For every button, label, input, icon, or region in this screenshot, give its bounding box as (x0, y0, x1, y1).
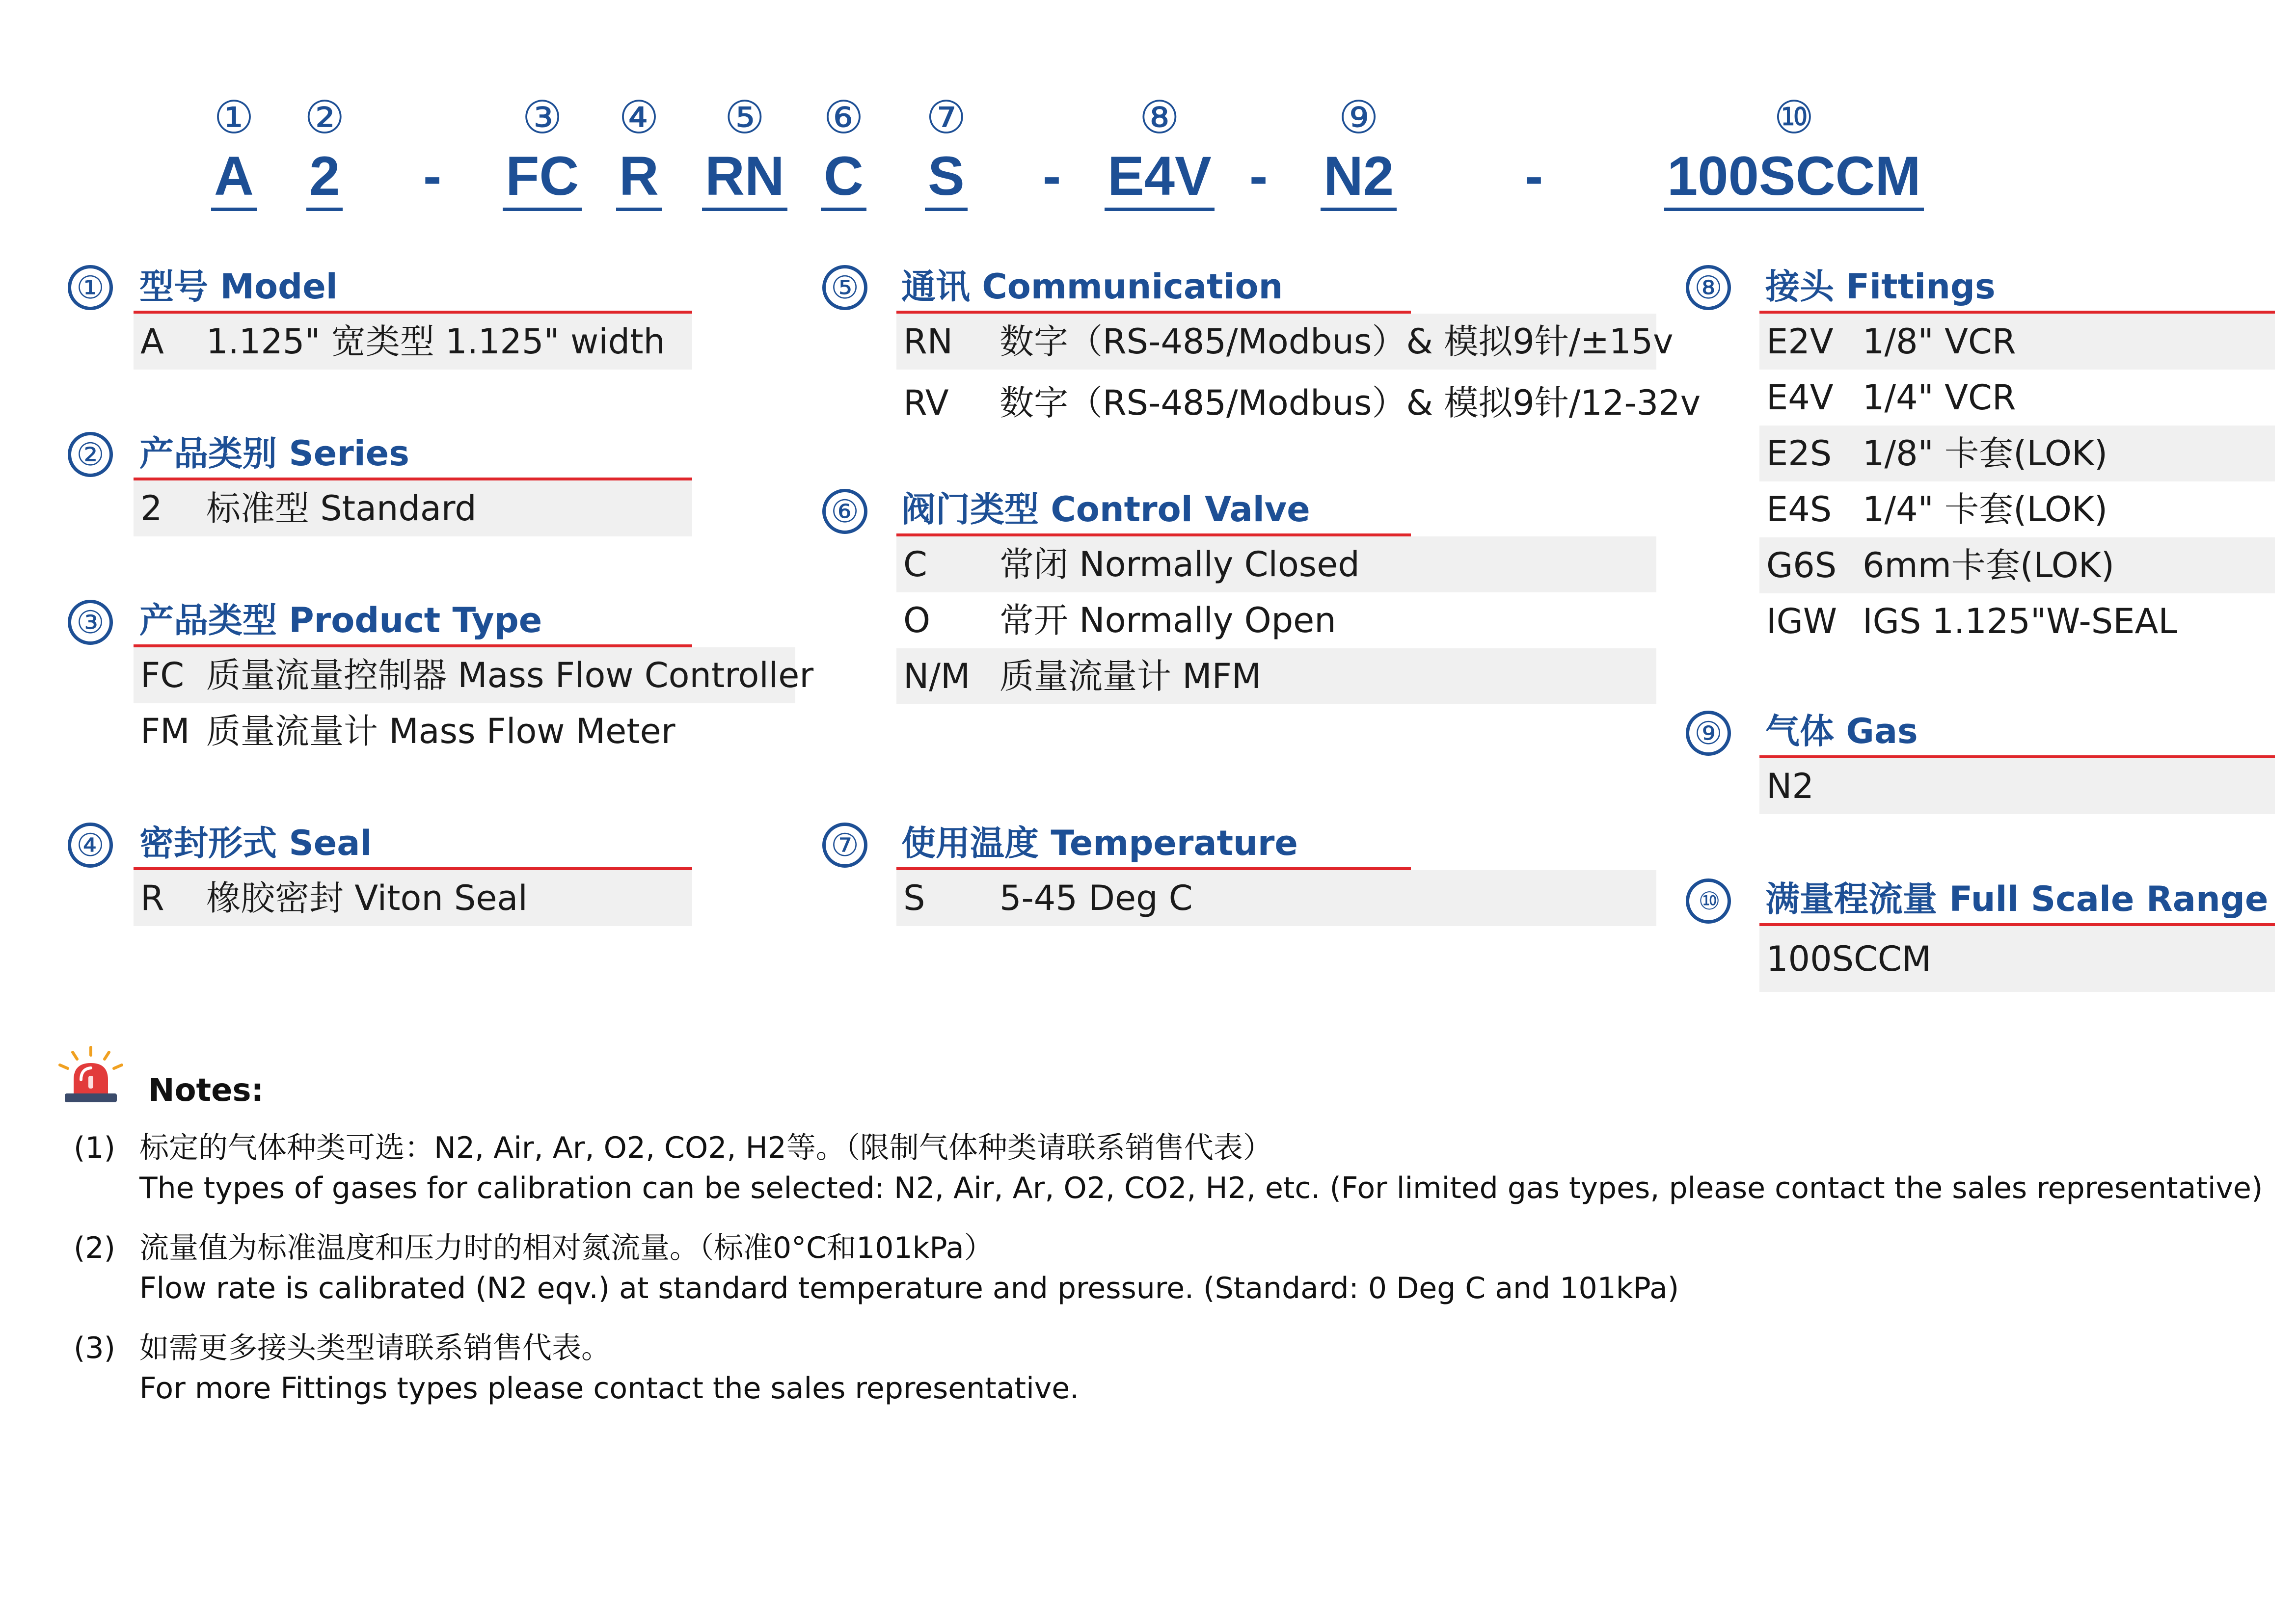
option-row (134, 480, 692, 536)
option-code: 2 (140, 488, 162, 529)
code-position-value: N2 (1321, 147, 1397, 211)
section-number-badge: ④ (68, 823, 113, 868)
section-number-badge: ⑧ (1686, 265, 1731, 310)
option-desc: IGS 1.125"W-SEAL (1863, 601, 2178, 641)
option-desc: 橡胶密封 Viton Seal (206, 878, 528, 918)
option-row (1759, 758, 2275, 814)
section-title-series: 产品类别 Series (139, 433, 409, 474)
code-position-value: RN (702, 147, 787, 211)
code-separator: - (1525, 145, 1543, 207)
code-position-number: ① (214, 91, 254, 144)
code-position-9 (1321, 91, 1397, 211)
code-position-number: ⑩ (1774, 91, 1814, 144)
option-code: S (903, 878, 925, 918)
section-number-badge: ② (68, 432, 113, 477)
option-row (1759, 481, 2275, 537)
option-row (896, 648, 1656, 704)
option-code: C (903, 544, 927, 585)
code-position-6 (821, 91, 866, 211)
code-separator: - (1043, 145, 1061, 207)
option-code: FC (140, 655, 185, 695)
option-code: E4V (1766, 377, 1834, 418)
code-position-value: C (821, 147, 866, 211)
note-number: (1) (74, 1131, 115, 1165)
code-position-value: FC (503, 147, 582, 211)
section-title-control-valve: 阀门类型 Control Valve (901, 489, 1310, 530)
option-row (1759, 537, 2275, 593)
section-number-badge: ⑤ (822, 265, 867, 310)
code-position-8 (1105, 91, 1215, 211)
option-desc: 6mm卡套(LOK) (1863, 545, 2115, 585)
section-number-badge: ⑥ (822, 489, 867, 534)
option-row (1759, 426, 2275, 481)
option-row (134, 703, 795, 759)
option-row (896, 314, 1674, 370)
section-number-badge: ⑨ (1686, 711, 1731, 756)
section-title-model: 型号 Model (139, 266, 338, 307)
notes-title: Notes: (148, 1072, 264, 1109)
code-position-number: ⑨ (1338, 91, 1379, 144)
note-text-zh: 如需更多接头类型请联系销售代表。 (139, 1331, 611, 1365)
option-code: E2S (1766, 433, 1832, 474)
option-code: RV (903, 383, 949, 423)
section-title-product-type: 产品类型 Product Type (139, 600, 542, 640)
option-row (1759, 314, 2275, 370)
code-position-number: ④ (619, 91, 659, 144)
code-position-value: 2 (306, 147, 343, 211)
code-position-2 (304, 91, 345, 211)
note-number: (2) (74, 1231, 115, 1265)
code-separator: - (423, 145, 442, 207)
note-number: (3) (74, 1331, 115, 1365)
section-title-communication: 通讯 Communication (901, 266, 1283, 307)
option-desc: 质量流量计 MFM (999, 656, 1262, 696)
option-desc: 质量流量计 Mass Flow Meter (206, 711, 675, 751)
code-position-number: ⑤ (724, 91, 765, 144)
option-row (1759, 370, 2275, 426)
option-code: RN (903, 321, 953, 362)
option-code: G6S (1766, 545, 1837, 585)
option-code: N/M (903, 656, 971, 696)
code-position-number: ③ (522, 91, 563, 144)
code-position-number: ⑥ (823, 91, 864, 144)
option-desc: 1/8" 卡套(LOK) (1863, 433, 2108, 474)
note-text-zh: 流量值为标准温度和压力时的相对氮流量。（标准0°C和101kPa） (139, 1231, 994, 1265)
code-position-1 (211, 91, 257, 211)
section-number-badge: ⑩ (1686, 878, 1731, 924)
code-position-value: E4V (1105, 147, 1215, 211)
section-title-temperature: 使用温度 Temperature (901, 823, 1298, 863)
option-desc: 数字（RS-485/Modbus）& 模拟9针/12-32v (999, 383, 1701, 423)
option-row (134, 870, 692, 926)
code-position-value: 100SCCM (1664, 147, 1924, 211)
section-number-badge: ① (68, 265, 113, 310)
option-code: E4S (1766, 489, 1832, 530)
code-position-5 (702, 91, 787, 211)
code-position-value: S (925, 147, 968, 211)
code-position-7 (925, 91, 968, 211)
option-row (896, 536, 1656, 592)
section-number-badge: ⑦ (822, 823, 867, 868)
code-position-number: ⑧ (1139, 91, 1180, 144)
option-desc: 1/8" VCR (1863, 321, 2016, 362)
option-code: FM (140, 711, 190, 751)
section-title-seal: 密封形式 Seal (139, 823, 372, 863)
option-code: A (140, 321, 164, 362)
option-row (134, 647, 814, 703)
alarm-light-icon (54, 1045, 128, 1104)
option-code: R (140, 878, 164, 918)
option-desc: 质量流量控制器 Mass Flow Controller (206, 655, 814, 695)
option-desc: 1/4" VCR (1863, 377, 2016, 418)
note-text-en: Flow rate is calibrated (N2 eqv.) at standard temperature and pressure. (Standard: 0 Deg C and 101kPa) (139, 1271, 1679, 1305)
option-desc: 常开 Normally Open (999, 600, 1336, 640)
section-title-fittings: 接头 Fittings (1765, 266, 1996, 307)
section-title-gas: 气体 Gas (1765, 711, 1918, 751)
option-code: E2V (1766, 321, 1834, 362)
option-row (1759, 926, 2275, 992)
option-desc: 标准型 Standard (206, 488, 477, 529)
code-position-value: R (616, 147, 662, 211)
option-desc: 1/4" 卡套(LOK) (1863, 489, 2108, 530)
code-separator: - (1249, 145, 1268, 207)
option-code: 100SCCM (1766, 939, 1932, 979)
option-desc: 1.125" 宽类型 1.125" width (206, 321, 665, 362)
code-position-4 (616, 91, 662, 211)
option-code: IGW (1766, 601, 1837, 641)
option-desc: 数字（RS-485/Modbus）& 模拟9针/±15v (999, 321, 1674, 362)
note-text-zh: 标定的气体种类可选：N2, Air, Ar, O2, CO2, H2等。（限制气体种类请联系销售代表） (139, 1131, 1272, 1165)
code-position-number: ⑦ (926, 91, 967, 144)
option-row (896, 375, 1701, 431)
code-position-10 (1664, 91, 1924, 211)
option-desc: 5-45 Deg C (999, 878, 1193, 918)
section-title-full-scale-range: 满量程流量 Full Scale Range (1765, 879, 2269, 919)
option-code: O (903, 600, 931, 640)
note-text-en: For more Fittings types please contact the sales representative. (139, 1371, 1080, 1406)
option-row (134, 314, 692, 370)
option-row (1759, 593, 2275, 649)
option-desc: 常闭 Normally Closed (999, 544, 1360, 585)
option-code: N2 (1766, 766, 1814, 806)
code-position-value: A (211, 147, 257, 211)
code-position-3 (503, 91, 582, 211)
note-text-en: The types of gases for calibration can be selected: N2, Air, Ar, O2, CO2, H2, etc. (For limited gas types, please contact the sales representative) (139, 1171, 2263, 1205)
code-position-number: ② (304, 91, 345, 144)
option-row (896, 592, 1656, 648)
section-number-badge: ③ (68, 600, 113, 645)
option-row (896, 870, 1656, 926)
